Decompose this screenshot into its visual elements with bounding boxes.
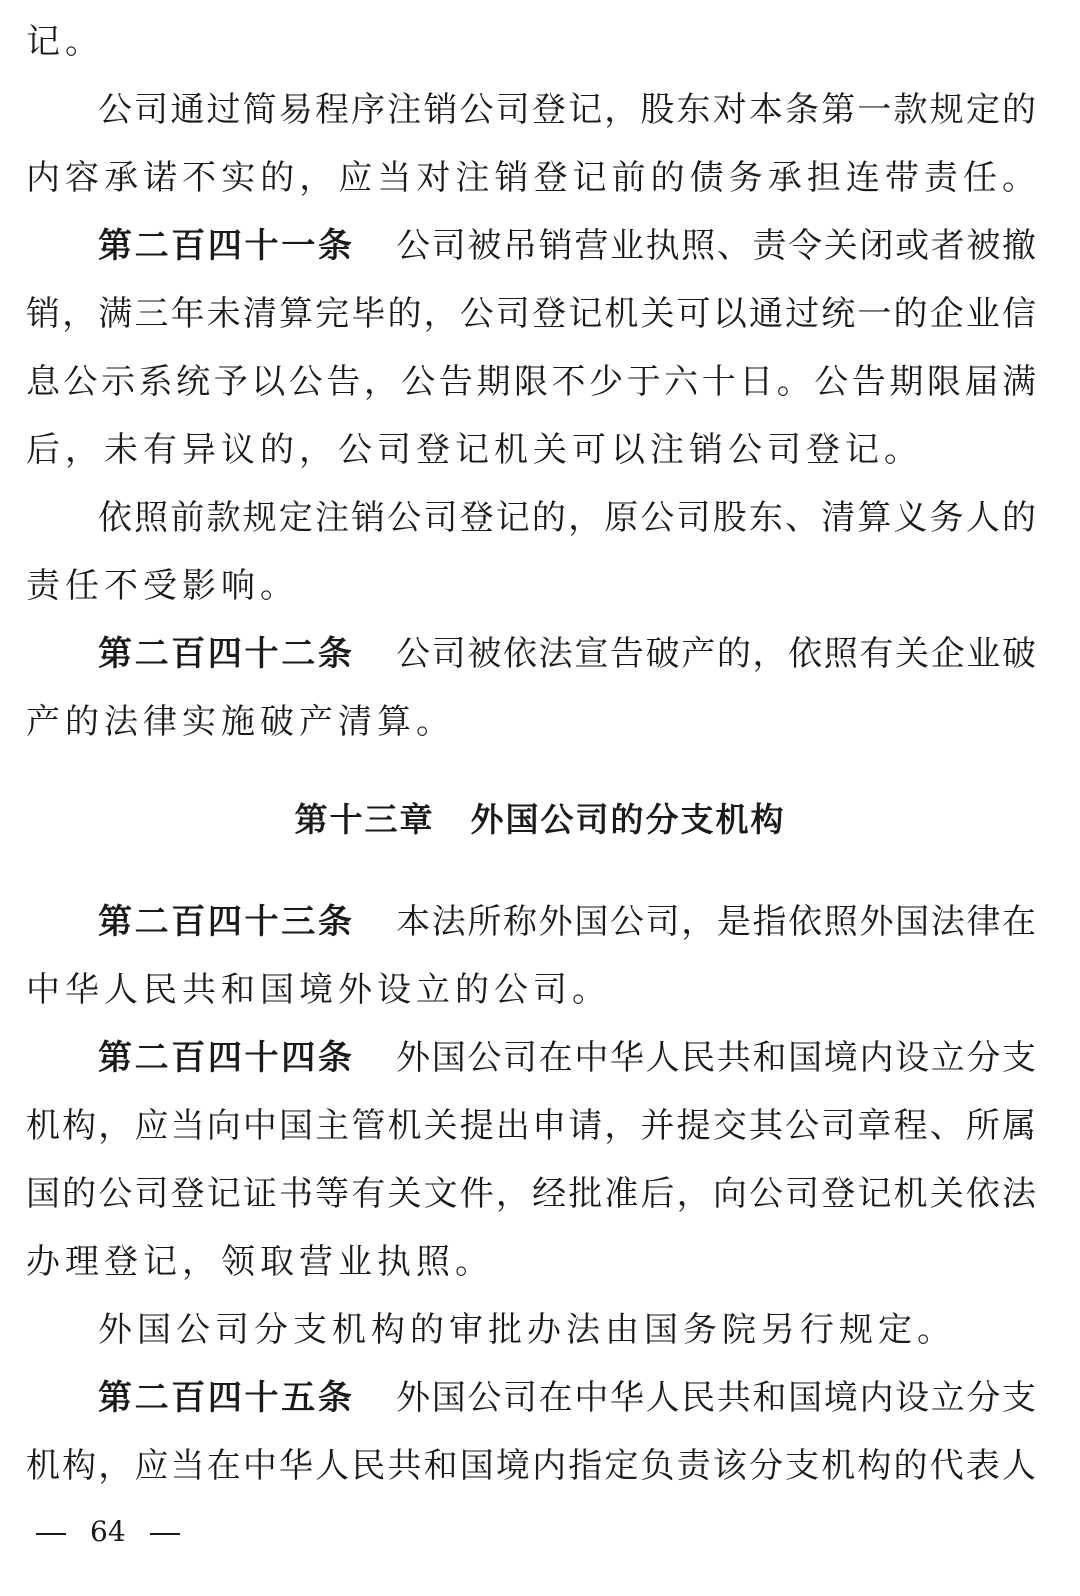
paragraph-line: 机构，应当向中国主管机关提出申请，并提交其公司章程、所属 — [26, 1106, 1036, 1146]
article-text: 外国公司在中华人民共和国境内设立分支 — [394, 1038, 1036, 1078]
chapter-number: 第十三章 — [294, 800, 435, 839]
paragraph-line: 息公示系统予以公告，公告期限不少于六十日。公告期限届满 — [26, 362, 1036, 402]
paragraph-line: 后，未有异议的，公司登记机关可以注销公司登记。 — [26, 430, 923, 470]
page-footer — [36, 1510, 180, 1554]
article-text: 公司被依法宣告破产的，依照有关企业破 — [394, 634, 1036, 674]
chapter-name: 外国公司的分支机构 — [470, 800, 786, 839]
article-line — [98, 1368, 1036, 1428]
paragraph-line: 内容承诺不实的，应当对注销登记前的债务承担连带责任。 — [26, 158, 1036, 198]
paragraph-line: 依照前款规定注销公司登记的，原公司股东、清算义务人的 — [98, 498, 1036, 538]
article-heading: 第二百四十五条 — [98, 1378, 355, 1418]
article-heading: 第二百四十四条 — [98, 1038, 355, 1078]
paragraph-line: 责任不受影响。 — [26, 566, 299, 606]
page-number: 64 — [90, 1515, 126, 1548]
paragraph-line: 办理登记，领取营业执照。 — [26, 1242, 494, 1282]
text-line: 记。 — [26, 22, 104, 62]
paragraph-line: 中华人民共和国境外设立的公司。 — [26, 970, 611, 1010]
paragraph-line: 公司通过简易程序注销公司登记，股东对本条第一款规定的 — [98, 90, 1036, 130]
article-line — [98, 216, 1036, 276]
article-line — [98, 624, 1036, 684]
article-heading: 第二百四十二条 — [98, 634, 355, 674]
paragraph-line: 国的公司登记证书等有关文件，经批准后，向公司登记机关依法 — [26, 1174, 1036, 1214]
article-text: 本法所称外国公司，是指依照外国法律在 — [394, 902, 1036, 942]
chapter-title — [0, 790, 1080, 850]
paragraph-line: 产的法律实施破产清算。 — [26, 702, 455, 742]
article-heading: 第二百四十一条 — [98, 226, 355, 266]
paragraph-line: 销，满三年未清算完毕的，公司登记机关可以通过统一的企业信 — [26, 294, 1036, 334]
paragraph-line: 机构，应当在中华人民共和国境内指定负责该分支机构的代表人 — [26, 1446, 1036, 1486]
footer-dash-left — [36, 1533, 66, 1535]
article-text: 外国公司在中华人民共和国境内设立分支 — [394, 1378, 1036, 1418]
article-line — [98, 1028, 1036, 1088]
footer-dash-right — [150, 1533, 180, 1535]
article-line — [98, 892, 1036, 952]
article-heading: 第二百四十三条 — [98, 902, 355, 942]
article-text: 公司被吊销营业执照、责令关闭或者被撤 — [394, 226, 1036, 266]
paragraph-line: 外国公司分支机构的审批办法由国务院另行规定。 — [98, 1310, 956, 1350]
